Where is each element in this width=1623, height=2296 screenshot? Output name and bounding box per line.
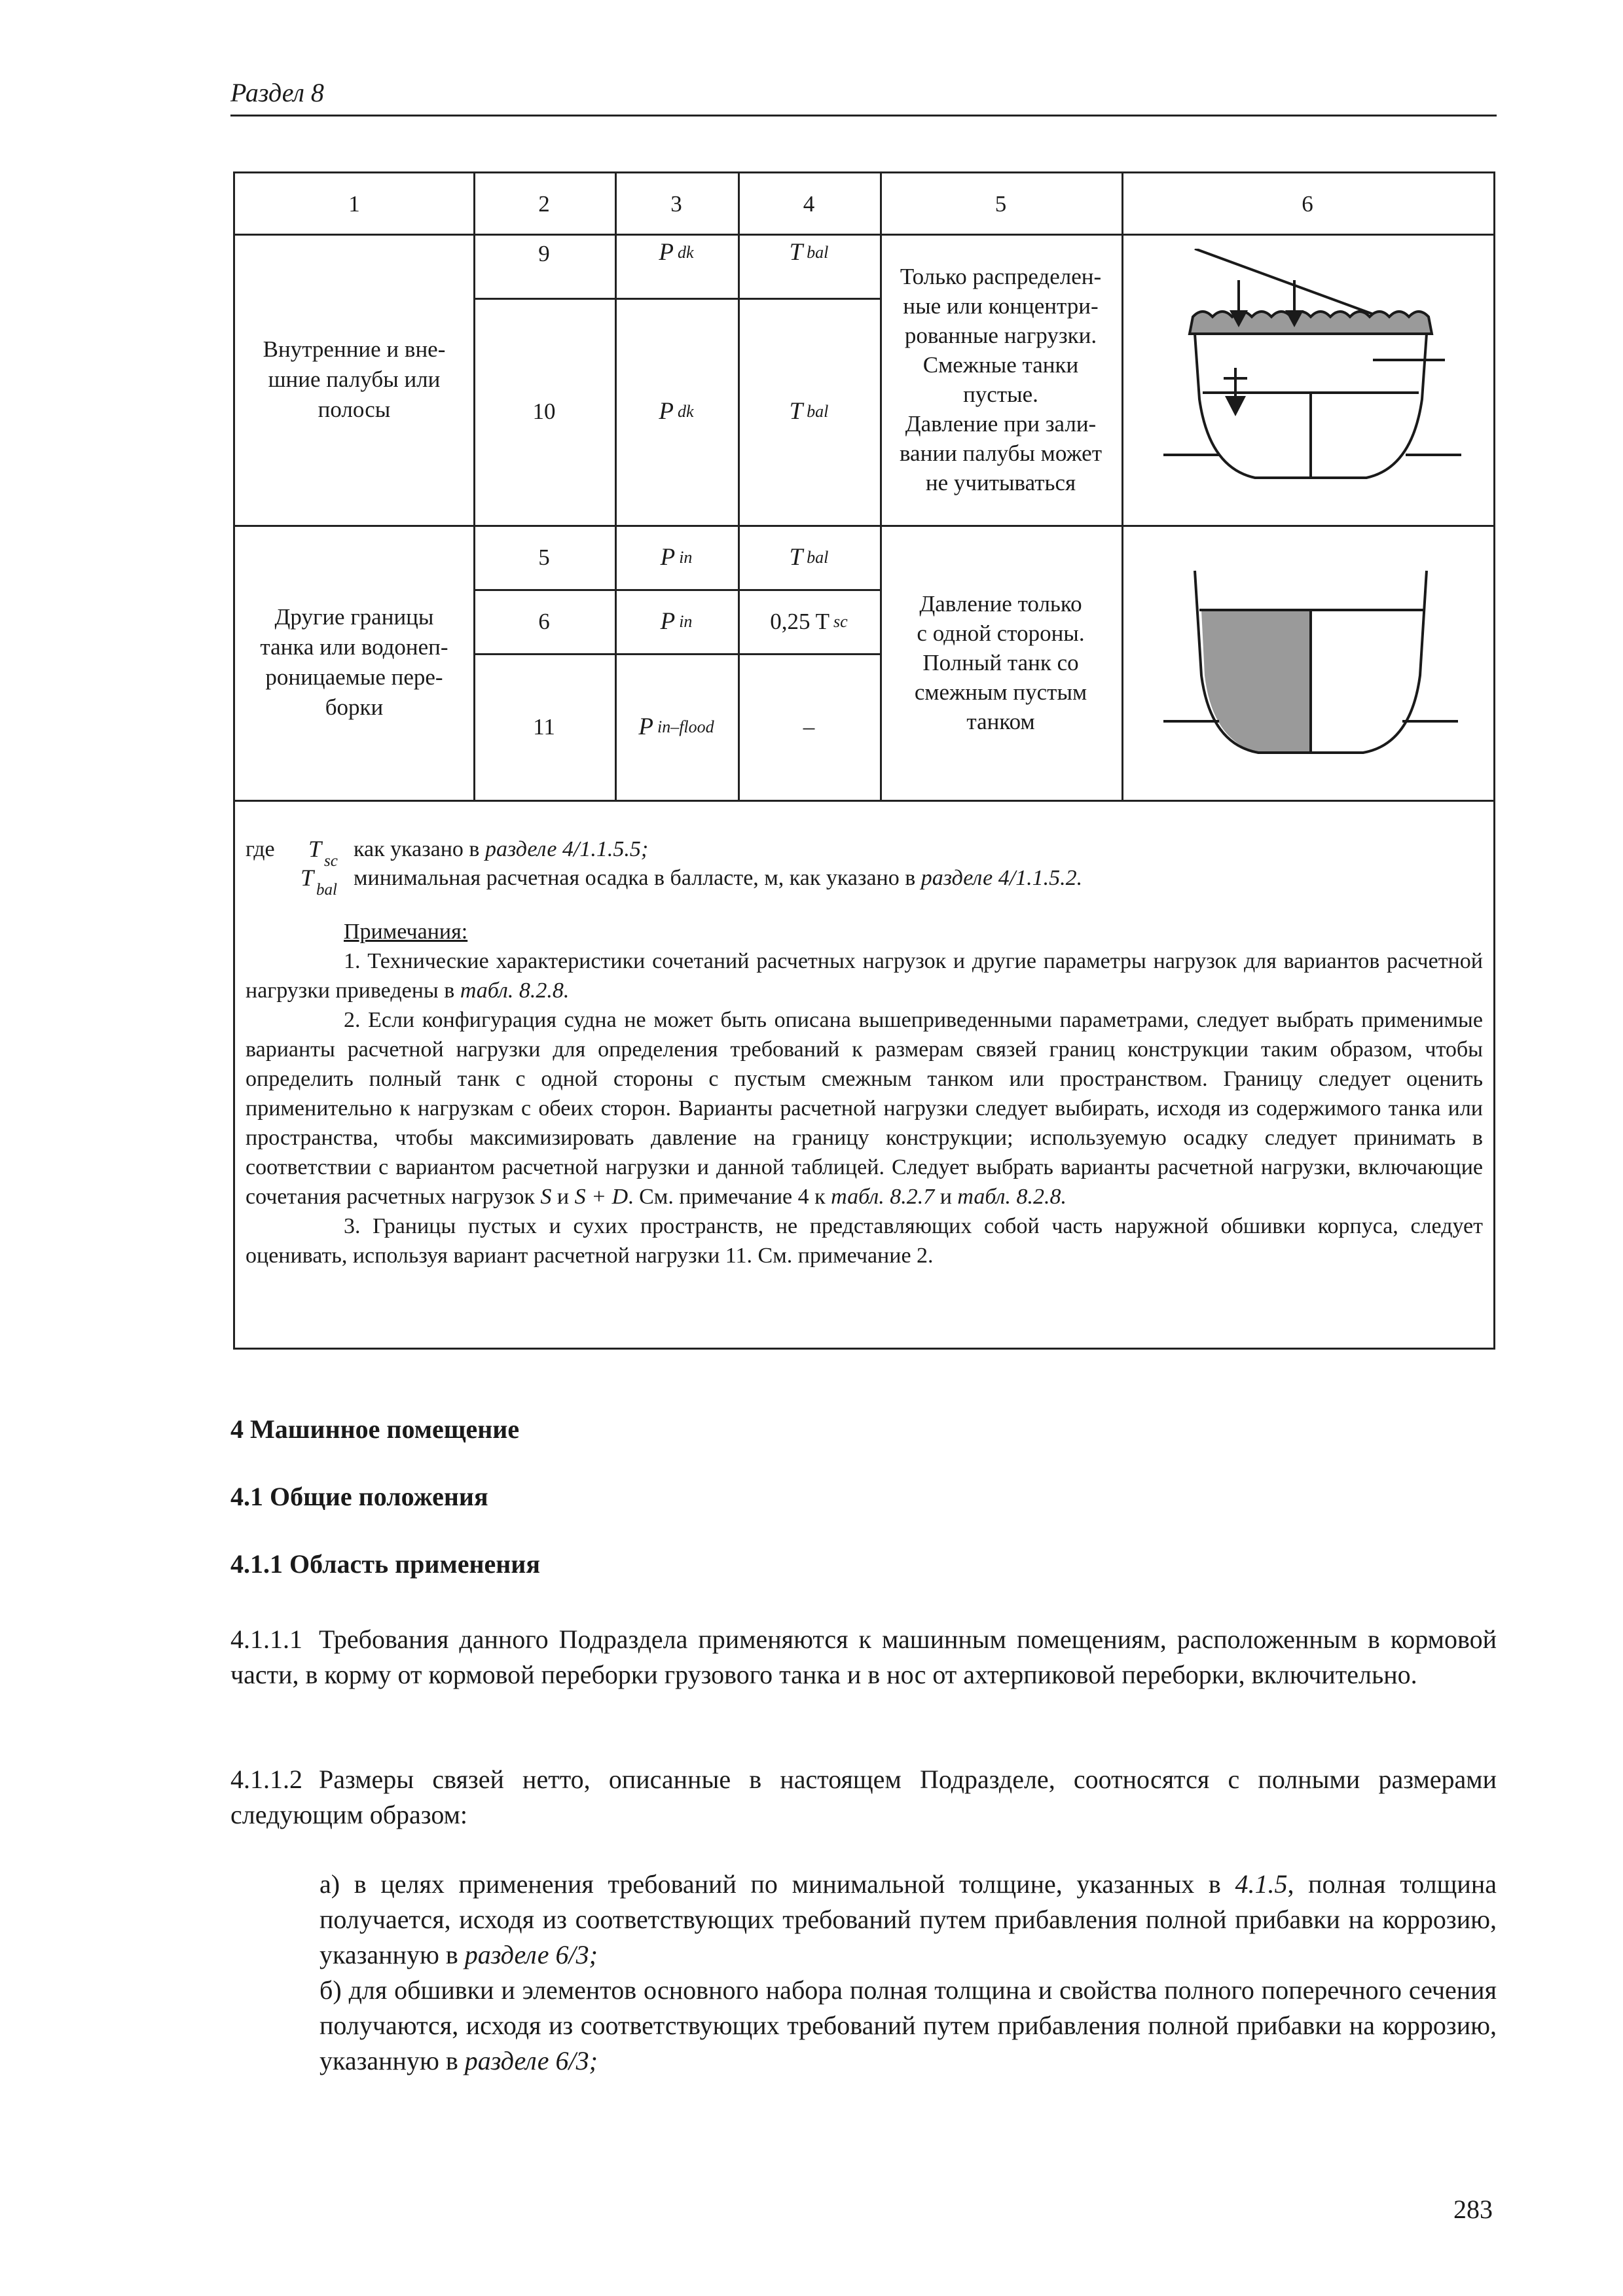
definition-tbal: T $_{bal}$ минимальная расчетная осадка в балласте, м, как указано в разделе 4/1.1.5.2. bbox=[301, 865, 1083, 899]
section-heading: 4 Машинное помещение bbox=[230, 1414, 520, 1444]
group-label: Другие границы танка или водонеп- роницаемые пере- борки bbox=[260, 604, 448, 720]
pressure-symbol: P dk bbox=[659, 398, 694, 425]
load-case-num: 9 bbox=[538, 241, 550, 266]
paragraph-4-1-1-2: Размеры связей нетто, описанные в настоящем Подразделе, соотносятся с полными размерами следующим образом: bbox=[230, 1765, 1497, 1829]
col-header: 2 bbox=[538, 190, 550, 217]
draft-symbol: T bal bbox=[789, 398, 829, 425]
pressure-symbol: P in bbox=[660, 607, 693, 635]
load-case-num: 11 bbox=[533, 713, 555, 740]
pressure-symbol: P dk bbox=[659, 239, 694, 266]
draft-symbol: 0,25 T sc bbox=[770, 608, 848, 634]
col-header: 6 bbox=[1302, 190, 1313, 217]
col-header: 1 bbox=[348, 190, 360, 217]
load-case-num: 5 bbox=[538, 544, 550, 570]
para-number: 4.1.1.2 bbox=[230, 1765, 302, 1794]
header-rule bbox=[230, 115, 1497, 117]
draft-symbol: T bal bbox=[789, 239, 829, 266]
load-case-num: 10 bbox=[532, 399, 556, 424]
list-item-b: б) для обшивки и элементов основного набора полная толщина и свойства полного поперечного сечения получаются, исходя из соответствующих требований путем прибавления полной прибавки на коррозию, указанную в разделе 6/3; bbox=[319, 1975, 1497, 2075]
subsubsection-heading: 4.1.1 Область применения bbox=[230, 1549, 540, 1579]
load-case-table bbox=[233, 171, 1495, 1350]
pressure-symbol: P in bbox=[660, 543, 693, 571]
load-description: Только распределен- ные или концентри- рованные нагрузки. Смежные танки пустые. Давление при зали- вании палубы может не учитываться bbox=[899, 263, 1103, 495]
load-case-num: 6 bbox=[538, 608, 550, 634]
col-header: 5 bbox=[994, 190, 1007, 217]
deck-load-diagram-icon bbox=[1137, 249, 1478, 511]
note-2: 2. Если конфигурация судна не может быть описана вышеприведенными параметрами, следует выбрать применимые варианты расчетной нагрузки для определения требований к размерам связей границ конструкции таким образом, чтобы определить полный танк с одной стороны с пустым смежным танком или пространством. Границу следует оценить применительно к нагрузкам с обеих сторон. Варианты расчетной нагрузки следует выбирать, исходя из содержимого танка или пространства, чтобы максимизировать давление на границу конструкции; используемую осадку следует принимать в соответствии с вариантом расчетной нагрузки и данной таблицей. Следует выбрать варианты расчетной нагрузки, включающие сочетания расчетных нагрузок S и S + D. См. примечание 4 к табл. 8.2.7 и табл. 8.2.8. bbox=[246, 1008, 1483, 1209]
col-header: 4 bbox=[803, 190, 815, 217]
load-description: Давление только с одной стороны. Полный танк со смежным пустым танком bbox=[914, 590, 1087, 734]
deck-load-diagram-icon bbox=[1122, 234, 1493, 525]
group-label: Внутренние и вне- шние палубы или полосы bbox=[263, 336, 446, 422]
col-header: 3 bbox=[670, 190, 682, 217]
row-divider bbox=[235, 800, 1493, 802]
paragraph-4-1-1-1: Требования данного Подраздела применяются к машинным помещениям, расположенным в кормовой части, в корму от кормовой переборки грузового танка и в нос от ахтерпиковой переборки, включительно. bbox=[230, 1624, 1497, 1689]
pressure-symbol: P in–flood bbox=[638, 713, 714, 740]
notes-title: Примечания: bbox=[344, 920, 468, 944]
section-header: Раздел 8 bbox=[230, 78, 324, 107]
draft-symbol: – bbox=[803, 713, 815, 740]
draft-symbol: T bal bbox=[789, 543, 829, 571]
tank-boundary-diagram-icon bbox=[1137, 545, 1478, 780]
table-notes bbox=[246, 834, 1483, 1270]
list-item-a: а) в целях применения требований по минимальной толщине, указанных в 4.1.5, полная толщина получается, исходя из соответствующих требований путем прибавления полной прибавки на коррозию, указанную в разделе 6/3; bbox=[319, 1869, 1497, 1969]
definition-tsc: где T $_{sc}$ как указано в разделе 4/1.1.5.5; bbox=[246, 836, 649, 870]
tank-boundary-diagram-icon bbox=[1122, 525, 1493, 800]
subsection-heading: 4.1 Общие положения bbox=[230, 1482, 488, 1511]
note-3: 3. Границы пустых и сухих пространств, не представляющих собой часть наружной обшивки корпуса, следует оценивать, используя вариант расчетной нагрузки 11. См. примечание 2. bbox=[246, 1214, 1483, 1268]
page-number: 283 bbox=[1453, 2195, 1493, 2224]
note-1: 1. Технические характеристики сочетаний расчетных нагрузок и другие параметры нагрузок для вариантов расчетной нагрузки приведены в табл. 8.2.8. bbox=[246, 949, 1483, 1003]
para-number: 4.1.1.1 bbox=[230, 1624, 302, 1654]
